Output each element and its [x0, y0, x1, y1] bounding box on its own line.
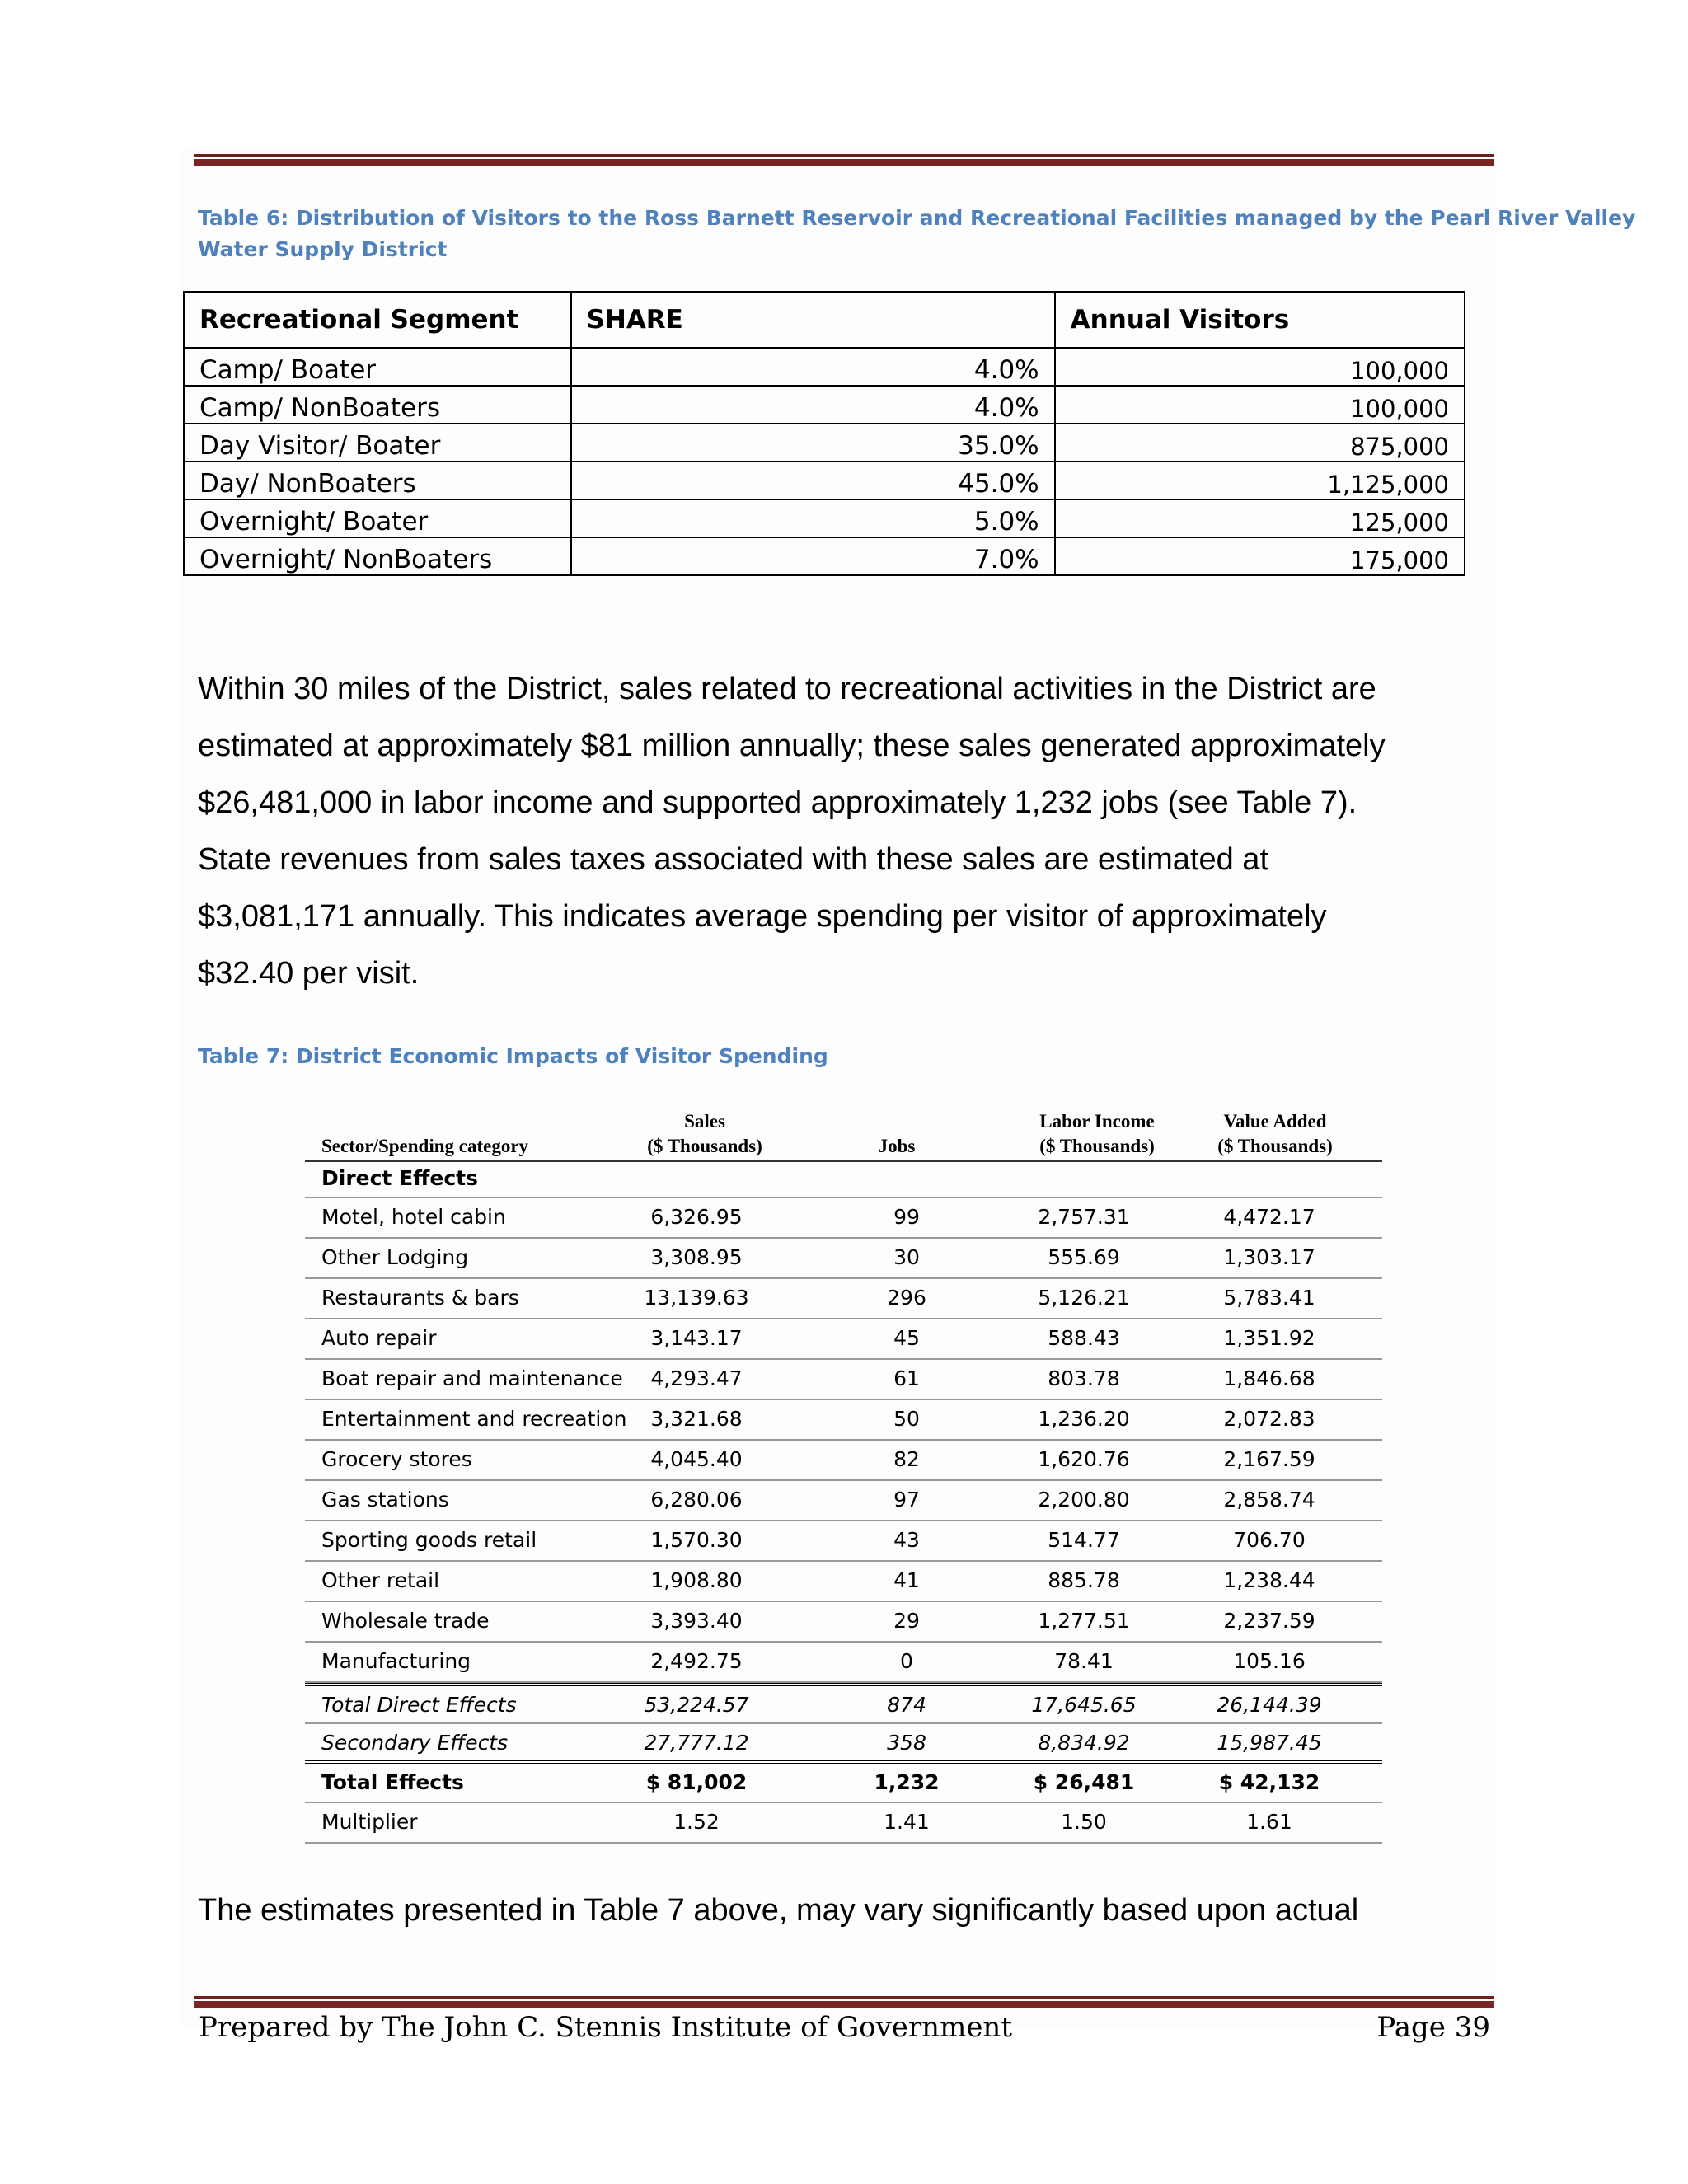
- table-row: [305, 1521, 1382, 1562]
- table-row: [305, 1602, 1382, 1643]
- table-row: [184, 462, 1465, 499]
- value-cell: 105.16: [1233, 1649, 1306, 1673]
- table6: [183, 291, 1465, 576]
- sector-cell: Manufacturing: [321, 1649, 471, 1673]
- multiplier-row: [305, 1803, 1382, 1844]
- labor-cell: 1,236.20: [1038, 1407, 1130, 1431]
- labor-cell: 588.43: [1048, 1326, 1120, 1350]
- table-row: [184, 537, 1465, 575]
- header-rule: [194, 154, 1494, 166]
- table6-caption-line1: Table 6: Distribution of Visitors to the Ross Barnett Reservoir and Recreational Facilities managed by the Pearl River Valley: [198, 206, 1636, 230]
- jobs-cell: 296: [887, 1286, 926, 1310]
- body-paragraph: [198, 661, 1467, 1002]
- labor-cell: 2,757.31: [1038, 1205, 1130, 1229]
- sector-cell: Wholesale trade: [321, 1609, 490, 1633]
- total-direct-row: [305, 1683, 1382, 1724]
- value-cell: 2,237.59: [1223, 1609, 1315, 1633]
- segment-cell: Day/ NonBoaters: [184, 462, 571, 499]
- table7: [305, 1104, 1382, 1844]
- table6-header-row: [184, 292, 1465, 348]
- table6-header-share: SHARE: [571, 292, 1055, 348]
- table-row: [305, 1562, 1382, 1602]
- header-labor-line2: ($ Thousands): [1039, 1136, 1155, 1156]
- jobs-cell: 30: [893, 1245, 920, 1269]
- labor-cell: $ 26,481: [1033, 1770, 1135, 1794]
- paragraph-line: $26,481,000 in labor income and supported approximately 1,232 jobs (see Table 7).: [198, 785, 1357, 820]
- paragraph-line: Within 30 miles of the District, sales related to recreational activities in the District are: [198, 672, 1376, 706]
- visitors-cell: 875,000: [1055, 424, 1465, 462]
- jobs-cell: 1,232: [874, 1770, 940, 1794]
- value-cell: 706.70: [1233, 1528, 1306, 1552]
- sector-cell: Grocery stores: [321, 1447, 472, 1471]
- sector-cell: Multiplier: [321, 1810, 418, 1834]
- value-cell: 1,846.68: [1223, 1366, 1315, 1390]
- sector-cell: Total Direct Effects: [321, 1693, 517, 1717]
- total-effects-row: [305, 1760, 1382, 1803]
- header-labor-line1: Labor Income: [1039, 1111, 1155, 1132]
- body-paragraph-2: The estimates presented in Table 7 above, may vary significantly based upon actual: [198, 1893, 1359, 1928]
- paragraph-line: State revenues from sales taxes associated with these sales are estimated at: [198, 842, 1268, 877]
- sales-cell: 6,326.95: [650, 1205, 743, 1229]
- value-cell: 15,987.45: [1217, 1731, 1322, 1755]
- segment-cell: Camp/ NonBoaters: [184, 386, 571, 424]
- share-cell: 35.0%: [571, 424, 1055, 462]
- jobs-cell: 45: [893, 1326, 920, 1350]
- jobs-cell: 1.41: [884, 1810, 930, 1834]
- jobs-cell: 50: [893, 1407, 920, 1431]
- share-cell: 4.0%: [571, 386, 1055, 424]
- table-row: [184, 499, 1465, 537]
- value-cell: 2,858.74: [1223, 1488, 1315, 1511]
- sales-cell: 3,393.40: [650, 1609, 743, 1633]
- header-sales: [635, 1109, 775, 1159]
- sector-cell: Entertainment and recreation: [321, 1407, 627, 1431]
- labor-cell: 1,277.51: [1038, 1609, 1130, 1633]
- table6-caption: [198, 203, 1635, 265]
- table-row: [305, 1360, 1382, 1400]
- sales-cell: 4,045.40: [650, 1447, 743, 1471]
- value-cell: 2,167.59: [1223, 1447, 1315, 1471]
- header-value-line1: Value Added: [1223, 1111, 1327, 1132]
- table-row: [305, 1319, 1382, 1360]
- share-cell: 4.0%: [571, 348, 1055, 386]
- sales-cell: 6,280.06: [650, 1488, 743, 1511]
- table-row: [305, 1279, 1382, 1319]
- value-cell: 4,472.17: [1223, 1205, 1315, 1229]
- segment-cell: Camp/ Boater: [184, 348, 571, 386]
- jobs-cell: 29: [893, 1609, 920, 1633]
- sector-cell: Sporting goods retail: [321, 1528, 537, 1552]
- jobs-cell: 61: [893, 1366, 920, 1390]
- table-row: [184, 386, 1465, 424]
- table-row: [184, 348, 1465, 386]
- visitors-cell: 100,000: [1055, 386, 1465, 424]
- sales-cell: 3,321.68: [650, 1407, 743, 1431]
- sector-cell: Other Lodging: [321, 1245, 469, 1269]
- value-cell: 5,783.41: [1223, 1286, 1315, 1310]
- table-row: [305, 1239, 1382, 1279]
- sales-cell: 4,293.47: [650, 1366, 743, 1390]
- labor-cell: 514.77: [1048, 1528, 1120, 1552]
- footer-institute: Prepared by The John C. Stennis Institute of Government: [199, 2011, 1012, 2044]
- sales-cell: $ 81,002: [645, 1770, 748, 1794]
- sales-cell: 3,308.95: [650, 1245, 743, 1269]
- table7-caption: Table 7: District Economic Impacts of Visitor Spending: [198, 1044, 828, 1068]
- value-cell: $ 42,132: [1218, 1770, 1320, 1794]
- sector-cell: Restaurants & bars: [321, 1286, 519, 1310]
- table7-header: [305, 1104, 1382, 1162]
- share-cell: 5.0%: [571, 499, 1055, 537]
- labor-cell: 2,200.80: [1038, 1488, 1130, 1511]
- sales-cell: 27,777.12: [644, 1731, 749, 1755]
- jobs-cell: 41: [893, 1568, 920, 1592]
- table-row: [305, 1400, 1382, 1441]
- table6-header-visitors: Annual Visitors: [1055, 292, 1465, 348]
- jobs-cell: 99: [893, 1205, 920, 1229]
- visitors-cell: 125,000: [1055, 499, 1465, 537]
- segment-cell: Overnight/ Boater: [184, 499, 571, 537]
- jobs-cell: 874: [887, 1693, 926, 1717]
- header-jobs: Jobs: [878, 1136, 916, 1156]
- footer-page-number: Page 39: [1376, 2011, 1490, 2044]
- segment-cell: Overnight/ NonBoaters: [184, 537, 571, 575]
- labor-cell: 78.41: [1054, 1649, 1114, 1673]
- value-cell: 26,144.39: [1217, 1693, 1322, 1717]
- labor-cell: 5,126.21: [1038, 1286, 1130, 1310]
- section-label: Direct Effects: [321, 1166, 479, 1190]
- secondary-effects-row: [305, 1724, 1382, 1760]
- paragraph-line: estimated at approximately $81 million annually; these sales generated approximately: [198, 729, 1386, 763]
- share-cell: 45.0%: [571, 462, 1055, 499]
- table6-caption-line2: Water Supply District: [198, 237, 448, 261]
- header-value-line2: ($ Thousands): [1217, 1136, 1333, 1156]
- paragraph-line: $32.40 per visit.: [198, 956, 420, 991]
- labor-cell: 555.69: [1048, 1245, 1120, 1269]
- header-labor: [1027, 1109, 1167, 1159]
- visitors-cell: 100,000: [1055, 348, 1465, 386]
- labor-cell: 1,620.76: [1038, 1447, 1130, 1471]
- section-row: [305, 1162, 1382, 1198]
- sector-cell: Total Effects: [321, 1770, 464, 1794]
- sector-cell: Secondary Effects: [321, 1731, 509, 1755]
- visitors-cell: 1,125,000: [1055, 462, 1465, 499]
- sector-cell: Gas stations: [321, 1488, 449, 1511]
- visitors-cell: 175,000: [1055, 537, 1465, 575]
- sector-cell: Motel, hotel cabin: [321, 1205, 506, 1229]
- footer-rule: [194, 1996, 1494, 2008]
- table-row: [305, 1198, 1382, 1239]
- table-row: [184, 424, 1465, 462]
- segment-cell: Day Visitor/ Boater: [184, 424, 571, 462]
- header-value: [1205, 1109, 1345, 1159]
- jobs-cell: 0: [900, 1649, 913, 1673]
- jobs-cell: 358: [887, 1731, 926, 1755]
- jobs-cell: 97: [893, 1488, 920, 1511]
- sales-cell: 2,492.75: [650, 1649, 743, 1673]
- paragraph-line: $3,081,171 annually. This indicates average spending per visitor of approximately: [198, 899, 1327, 934]
- sales-cell: 1.52: [673, 1810, 720, 1834]
- share-cell: 7.0%: [571, 537, 1055, 575]
- labor-cell: 803.78: [1048, 1366, 1120, 1390]
- labor-cell: 885.78: [1048, 1568, 1120, 1592]
- value-cell: 2,072.83: [1223, 1407, 1315, 1431]
- sector-cell: Auto repair: [321, 1326, 437, 1350]
- sector-cell: Boat repair and maintenance: [321, 1366, 623, 1390]
- jobs-cell: 43: [893, 1528, 920, 1552]
- value-cell: 1,303.17: [1223, 1245, 1315, 1269]
- sales-cell: 1,570.30: [650, 1528, 743, 1552]
- sector-cell: Other retail: [321, 1568, 440, 1592]
- table6-header-segment: Recreational Segment: [184, 292, 571, 348]
- sales-cell: 1,908.80: [650, 1568, 743, 1592]
- labor-cell: 1.50: [1061, 1810, 1107, 1834]
- jobs-cell: 82: [893, 1447, 920, 1471]
- sales-cell: 3,143.17: [650, 1326, 743, 1350]
- header-sales-line2: ($ Thousands): [647, 1136, 762, 1156]
- value-cell: 1,238.44: [1223, 1568, 1315, 1592]
- value-cell: 1.61: [1246, 1810, 1292, 1834]
- table-row: [305, 1441, 1382, 1481]
- sales-cell: 13,139.63: [644, 1286, 749, 1310]
- labor-cell: 8,834.92: [1038, 1731, 1130, 1755]
- value-cell: 1,351.92: [1223, 1326, 1315, 1350]
- sales-cell: 53,224.57: [644, 1693, 749, 1717]
- table-row: [305, 1481, 1382, 1521]
- header-sector: Sector/Spending category: [321, 1136, 529, 1156]
- header-sales-line1: Sales: [684, 1111, 725, 1132]
- labor-cell: 17,645.65: [1031, 1693, 1137, 1717]
- table-row: [305, 1643, 1382, 1683]
